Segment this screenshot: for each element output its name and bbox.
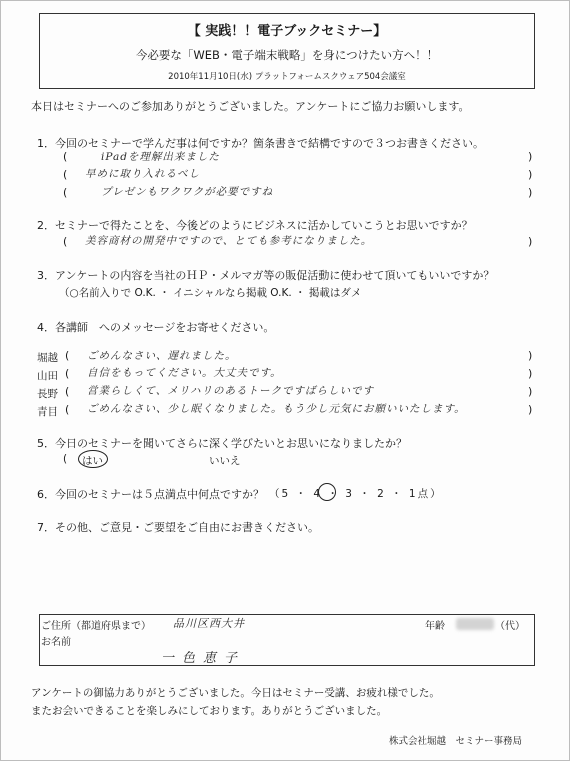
paren-close: ) [528, 367, 533, 380]
paren-open: ( [65, 403, 70, 416]
age-label: 年齢 [425, 621, 445, 632]
paren-close: ) [528, 349, 533, 362]
lecturer-name: 青目 [37, 406, 58, 418]
question-6: 6．今回のセミナーは５点満点中何点ですか？ [37, 488, 264, 501]
paren-open: ( [63, 168, 68, 181]
paren-close: ) [528, 150, 533, 163]
paren-close: ) [528, 385, 533, 398]
paren-open: ( [63, 150, 68, 163]
question-2: 2．セミナーで得たことを、今後どのようにビジネスに活かしていこうとお思いですか？ [37, 219, 473, 232]
q2-answer: 美容商材の開発中ですので、とても参考になりました。 [85, 235, 373, 247]
page-title: 【 実践！！電子ブックセミナー】 [187, 24, 387, 39]
lecturer-name: 長野 [37, 388, 58, 400]
selected-circle [318, 483, 336, 501]
lecturer-message: ごめんなさい、遅れました。 [87, 350, 237, 362]
question-3: 3．アンケートの内容を当社のＨＰ・メルマガ等の販促活動に使わせて頂いてもいいですか？ [37, 269, 495, 282]
question-4: 4．各講師 へのメッセージをお寄せください。 [37, 321, 275, 334]
event-datetime: 2010年11月10日(水) プラットフォームスクウェア504会議室 [168, 72, 406, 82]
q1-answer-3: プレゼンもワクワクが必要ですね [101, 186, 274, 198]
paren-close: ) [528, 168, 533, 181]
lecturer-message: 営業らしくて、メリハリのあるトークですばらしいです [87, 385, 374, 397]
lecturer-name: 堀越 [37, 352, 58, 364]
page-subtitle: 今必要な「WEB・電子端末戦略」を身につけたい方へ！！ [135, 48, 439, 62]
footer-line-2: またお会いできることを楽しみにしております。ありがとうございました。 [31, 705, 388, 717]
question-7: 7．その他、ご意見・ご要望をご自由にお書きください。 [37, 521, 319, 534]
footer-line-1: アンケートの御協力ありがとうございました。今日はセミナー受講、お疲れ様でした。 [31, 687, 440, 699]
address-value: 品川区西大井 [173, 617, 245, 630]
company-name: 株式会社堀越 セミナー事務局 [389, 736, 523, 747]
age-suffix: （代） [495, 621, 525, 632]
q1-answer-1: iPadを理解出来ました [101, 151, 220, 163]
paren-open: ( [63, 453, 68, 465]
lecturer-message: ごめんなさい、少し眠くなりました。もう少し元気にお願いいたします。 [87, 403, 466, 415]
paren-open: ( [65, 385, 70, 398]
name-label: お名前 [41, 637, 71, 648]
lecturer-name: 山田 [37, 370, 58, 382]
q5-no: いいえ [209, 455, 241, 467]
intro-text: 本日はセミナーへのご参加ありがとうございました。アンケートにご協力お願いします。 [31, 100, 470, 113]
age-redacted [456, 618, 494, 630]
lecturer-message: 自信をもってください。大丈夫です。 [87, 367, 282, 379]
address-label: ご住所（都道府県まで） [41, 621, 151, 632]
paren-open: ( [63, 235, 68, 248]
question-1: 1．今回のセミナーで学んだ事は何ですか？箇条書きで結構ですので３つお書きください。 [37, 137, 484, 150]
paren-close: ) [528, 235, 533, 248]
paren-open: ( [65, 349, 70, 362]
paren-close: ) [528, 186, 533, 199]
q5-yes: はい [82, 455, 103, 467]
q1-answer-2: 早めに取り入れるべし [85, 168, 200, 180]
q6-scale: （5 ・ 4 ・ 3 ・ 2 ・ 1点） [269, 488, 443, 500]
q3-options: （○名前入りで O.K. ・ イニシャルなら掲載 O.K. ・ 掲載はダメ [59, 287, 362, 299]
paren-open: ( [65, 367, 70, 380]
paren-open: ( [63, 186, 68, 199]
paren-close: ) [528, 403, 533, 416]
question-5: 5．今日のセミナーを聞いてさらに深く学びたいとお思いになりましたか？ [37, 437, 407, 450]
title-box [39, 13, 535, 89]
name-value: 一色恵子 [161, 651, 246, 666]
